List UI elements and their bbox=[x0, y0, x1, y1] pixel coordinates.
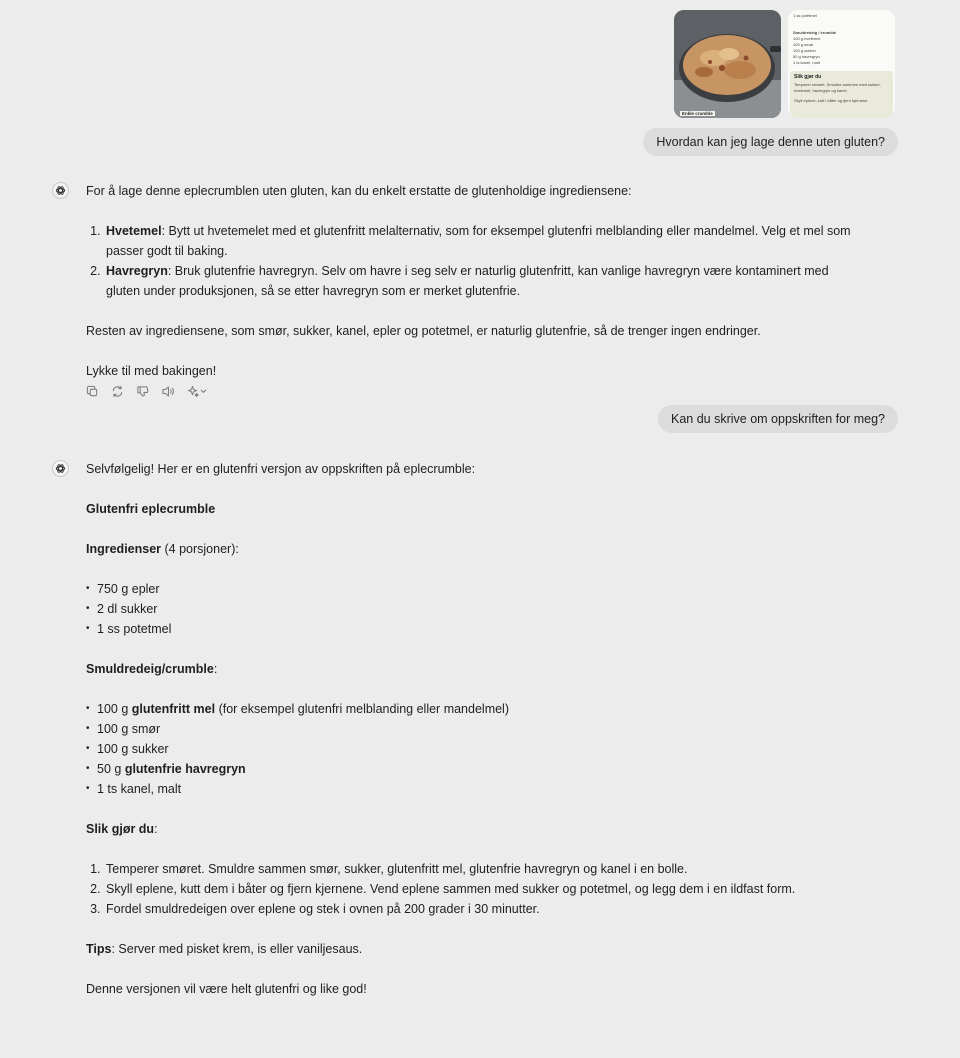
doc-box-text: Temperer smøret. Smuldre sammen med sukker, hvetemel, havregryn og kanel. bbox=[794, 82, 881, 93]
assistant-message-2 bbox=[86, 459, 856, 999]
regenerate-icon[interactable] bbox=[111, 385, 124, 398]
list-item: 2. Havregryn: Bruk glutenfrie havregryn. Selv om havre i seg selv er naturlig glutenfritt, kan vanlige havregryn være kontaminert med gluten under produksjonen, så se etter havregryn som er merket glutenfrie. bbox=[104, 261, 856, 301]
steps-heading: Slik gjør du: bbox=[86, 822, 158, 836]
openai-logo-icon bbox=[55, 185, 66, 196]
copy-icon[interactable] bbox=[86, 385, 99, 398]
user-message-1: Hvordan kan jeg lage denne uten gluten? bbox=[643, 128, 898, 156]
recipe-title: Glutenfri eplecrumble bbox=[86, 502, 216, 516]
list-item: • 100 g smør bbox=[86, 719, 856, 739]
doc-line: 50 g havregryn bbox=[793, 54, 820, 59]
message-text: Lykke til med bakingen! bbox=[86, 364, 217, 378]
list-item: • 2 dl sukker bbox=[86, 599, 856, 619]
doc-box-title: Slik gjør du bbox=[794, 74, 822, 80]
doc-line: 100 g smør bbox=[793, 42, 814, 47]
list-item: 3. Fordel smuldredeigen over eplene og stek i ovnen på 200 grader i 30 minutter. bbox=[104, 899, 856, 919]
list-item: 1. Hvetemel: Bytt ut hvetemelet med et glutenfritt melalternativ, som for eksempel glutenfri melblanding eller mandelmel. Velg et mel som passer godt til baking. bbox=[104, 221, 856, 261]
doc-steps-box bbox=[790, 71, 893, 118]
attached-photo-crumble[interactable] bbox=[674, 10, 781, 118]
list-item: • 50 g glutenfrie havregryn bbox=[86, 759, 856, 779]
assistant-avatar bbox=[52, 460, 69, 477]
doc-box-text: Skyll eplene, kutt i båter og fjern kjernene. bbox=[794, 98, 869, 103]
ingredients-heading: Ingredienser (4 porsjoner): bbox=[86, 542, 239, 556]
replacement-list bbox=[86, 221, 856, 301]
doc-line: Smuldredeig / crumble bbox=[793, 30, 837, 35]
thumbs-down-icon[interactable] bbox=[136, 385, 149, 398]
message-actions bbox=[86, 383, 856, 399]
crumble-heading: Smuldredeig/crumble: bbox=[86, 662, 218, 676]
doc-line: 100 g hvetemel bbox=[793, 36, 821, 41]
list-item: • 1 ts kanel, malt bbox=[86, 779, 856, 799]
assistant-message-1 bbox=[86, 181, 856, 399]
crumble-pan-image bbox=[674, 10, 781, 118]
list-item: • 100 g sukker bbox=[86, 739, 856, 759]
list-item: 1. Temperer smøret. Smuldre sammen smør, sukker, glutenfritt mel, glutenfrie havregryn og kanel i en bolle. bbox=[104, 859, 856, 879]
crumble-list bbox=[86, 699, 856, 799]
tips-text: Tips: Server med pisket krem, is eller vaniljesaus. bbox=[86, 942, 363, 956]
message-text: Selvfølgelig! Her er en glutenfri versjon av oppskriften på eplecrumble: bbox=[86, 462, 476, 476]
list-item: • 750 g epler bbox=[86, 579, 856, 599]
ingredients-list bbox=[86, 579, 856, 639]
attached-recipe-page[interactable] bbox=[788, 10, 895, 118]
list-item: 2. Skyll eplene, kutt dem i båter og fjern kjernene. Vend eplene sammen med sukker og potetmel, og legg dem i en ildfast form. bbox=[104, 879, 856, 899]
message-text: For å lage denne eplecrumblen uten gluten, kan du enkelt erstatte de glutenholdige ingrediensene: bbox=[86, 184, 632, 198]
list-item: • 100 g glutenfritt mel (for eksempel glutenfri melblanding eller mandelmel) bbox=[86, 699, 856, 719]
read-aloud-icon[interactable] bbox=[161, 385, 175, 398]
assistant-avatar bbox=[52, 182, 69, 199]
user-message-2: Kan du skrive om oppskriften for meg? bbox=[658, 405, 898, 433]
photo-caption: Enkle crumble bbox=[682, 111, 713, 116]
message-text: Denne versjonen vil være helt glutenfri og like god! bbox=[86, 982, 367, 996]
model-switch-icon[interactable] bbox=[187, 385, 209, 398]
message-text: Resten av ingrediensene, som smør, sukker, kanel, epler og potetmel, er naturlig glutenfrie, så de trenger ingen endringer. bbox=[86, 324, 761, 338]
doc-line: 1 ss potetmel bbox=[793, 13, 817, 18]
doc-line: 1 ts kanel, malt bbox=[793, 60, 820, 65]
steps-list bbox=[86, 859, 856, 919]
doc-line: 100 g sukker bbox=[793, 48, 816, 53]
openai-logo-icon bbox=[55, 463, 66, 474]
user-attachments bbox=[674, 10, 895, 118]
list-item: • 1 ss potetmel bbox=[86, 619, 856, 639]
doc-line bbox=[793, 19, 890, 25]
